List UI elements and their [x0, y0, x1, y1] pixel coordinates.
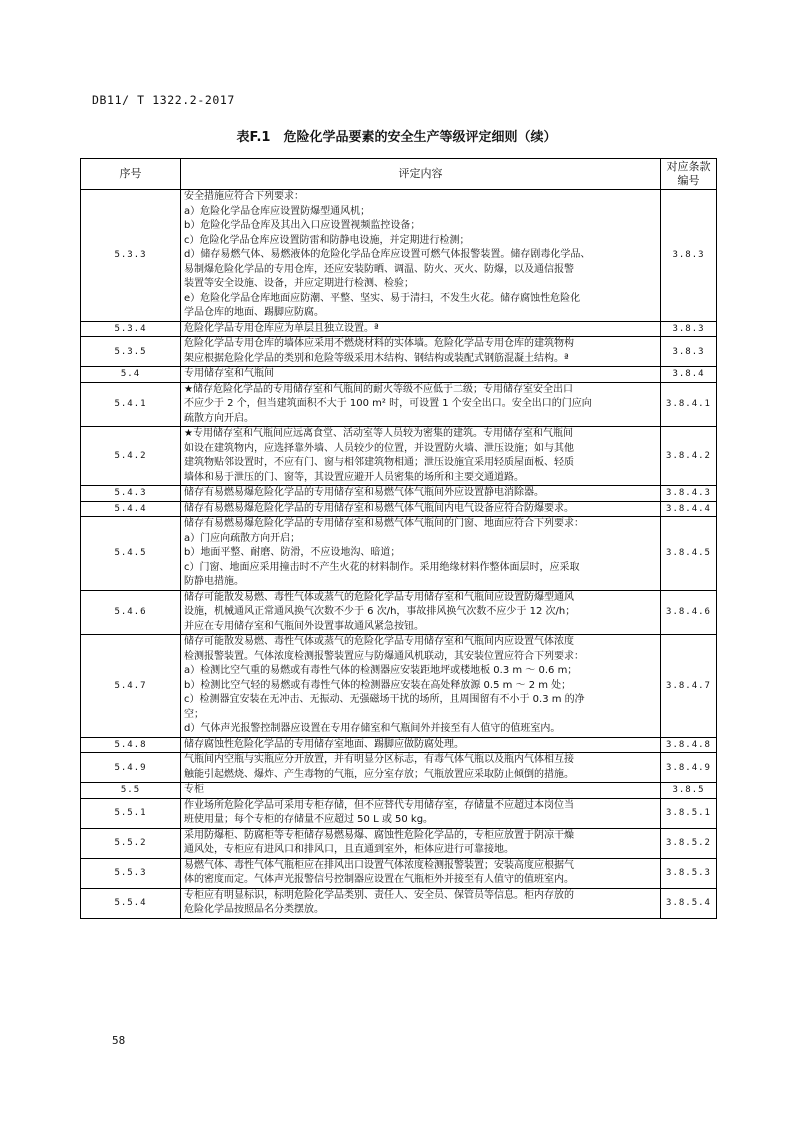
- content-line: 危险化学品专用仓库的墙体应采用不燃烧材料的实体墙。危险化学品专用仓库的建筑物构: [184, 338, 574, 349]
- row-content: [181, 888, 661, 918]
- content-line: c）检测器宜安装在无冲击、无振动、无强磁场干扰的场所，且周围留有不小于 0.3 m 的净: [184, 694, 585, 705]
- row-number: 5.5.3: [81, 858, 181, 888]
- evaluation-table: [80, 158, 717, 919]
- row-content: [181, 337, 661, 367]
- table-row: [81, 635, 717, 738]
- content-line: b）危险化学品仓库及其出入口应设置视频监控设备；: [184, 220, 421, 231]
- row-content: [181, 858, 661, 888]
- table-row: [81, 427, 717, 486]
- row-content: [181, 427, 661, 486]
- row-content: [181, 501, 661, 517]
- row-content: [181, 190, 661, 322]
- table-row: [81, 382, 717, 427]
- row-number: 5.4.4: [81, 501, 181, 517]
- row-content: [181, 783, 661, 799]
- row-number: 5.5.2: [81, 828, 181, 858]
- row-reference: 3.8.5.2: [661, 828, 717, 858]
- row-reference: 3.8.3: [661, 321, 717, 337]
- row-content: [181, 828, 661, 858]
- table-row: [81, 590, 717, 635]
- content-line: 易燃气体、毒性气体气瓶柜应在排风出口设置气体浓度检测报警装置；安装高度应根据气: [184, 859, 574, 871]
- table-row: [81, 517, 717, 591]
- column-header-content: 评定内容: [181, 159, 661, 190]
- row-content: [181, 382, 661, 427]
- row-content: [181, 635, 661, 738]
- content-line: 储存有易燃易爆危险化学品的专用储存室和易燃气体气瓶间内电气设备应符合防爆要求。: [184, 502, 574, 514]
- row-content: [181, 753, 661, 783]
- content-line: a）门应向疏散方向开启；: [184, 532, 301, 544]
- content-line: b）地面平整、耐磨、防滑，不应设地沟、暗道；: [184, 547, 401, 558]
- content-line: 储存可能散发易燃、毒性气体或蒸气的危险化学品专用储存室和气瓶间应设置防爆型通风: [184, 591, 574, 603]
- table-row: [81, 486, 717, 502]
- table-row: [81, 737, 717, 753]
- table-row: [81, 321, 717, 337]
- table-row: [81, 888, 717, 918]
- row-number: 5.5.4: [81, 888, 181, 918]
- content-line: 危险化学品按照品名分类摆放。: [184, 904, 324, 915]
- row-number: 5.4: [81, 367, 181, 383]
- table-row: [81, 828, 717, 858]
- row-reference: 3.8.5: [661, 783, 717, 799]
- row-number: 5.4.5: [81, 517, 181, 591]
- content-line: 班使用量；每个专柜的存储量不应超过 50 L 或 50 kg。: [184, 814, 434, 825]
- row-reference: 3.8.4.1: [661, 382, 717, 427]
- content-line: 气瓶间内空瓶与实瓶应分开放置，并有明显分区标志，有毒气体气瓶以及瓶内气体相互接: [184, 754, 574, 765]
- row-reference: 3.8.5.4: [661, 888, 717, 918]
- content-line: 专柜: [184, 784, 204, 795]
- table-row: [81, 858, 717, 888]
- content-line: 墙体和易于泄压的门、窗等，其设置应避开人员密集的场所和主要交通道路。: [184, 471, 524, 483]
- row-number: 5.4.1: [81, 382, 181, 427]
- table-row: [81, 190, 717, 322]
- row-number: 5.3.4: [81, 321, 181, 337]
- content-line: 架应根据危险化学品的类别和危险等级采用木结构、钢结构或装配式钢筋混凝土结构。ª: [184, 352, 569, 364]
- content-line: 检测报警装置。气体浓度检测报警装置应与防爆通风机联动，其安装位置应符合下列要求：: [184, 650, 584, 662]
- content-line: 专用储存室和气瓶间: [184, 368, 274, 379]
- row-reference: 3.8.5.1: [661, 798, 717, 828]
- content-line: d）储存易燃气体、易燃液体的危险化学品仓库应设置可燃气体报警装置。储存剧毒化学品、: [184, 249, 591, 260]
- content-line: 触能引起燃烧、爆炸、产生毒物的气瓶，应分室存放；气瓶放置应采取防止倾倒的措施。: [184, 768, 574, 780]
- content-line: 并应在专用储存室和气瓶间外设置事故通风紧急按钮。: [184, 620, 424, 632]
- table-row: [81, 337, 717, 367]
- row-content: [181, 798, 661, 828]
- content-line: 易制爆危险化学品的专用仓库，还应安装防晒、调温、防火、灭火、防爆，以及通信报警: [184, 263, 574, 275]
- content-line: 装置等安全设施、设备，并应定期进行检测、检验；: [184, 278, 414, 289]
- row-reference: 3.8.4: [661, 367, 717, 383]
- content-line: ★专用储存室和气瓶间应远离食堂、活动室等人员较为密集的建筑。专用储存室和气瓶间: [184, 428, 573, 439]
- row-number: 5.4.8: [81, 737, 181, 753]
- content-line: 通风处，专柜应有进风口和排风口，且直通到室外，柜体应进行可靠接地。: [184, 844, 514, 855]
- row-content: [181, 367, 661, 383]
- row-number: 5.4.6: [81, 590, 181, 635]
- row-reference: 3.8.4.4: [661, 501, 717, 517]
- content-line: 建筑物贴邻设置时，不应有门、窗与相邻建筑物相通；泄压设施宜采用轻质屋面板、轻质: [184, 457, 574, 468]
- row-content: [181, 590, 661, 635]
- row-reference: 3.8.3: [661, 337, 717, 367]
- row-reference: 3.8.4.9: [661, 753, 717, 783]
- content-line: c）门窗、地面应采用撞击时不产生火花的材料制作。采用绝缘材料作整体面层时，应采取: [184, 561, 580, 573]
- content-line: 采用防爆柜、防腐柜等专柜储存易燃易爆、腐蚀性危险化学品的，专柜应放置于阴凉干燥: [184, 829, 574, 841]
- row-number: 5.4.3: [81, 486, 181, 502]
- page-number: 58: [112, 1034, 126, 1047]
- row-content: [181, 486, 661, 502]
- content-line: 疏散方向开启。: [184, 412, 254, 424]
- content-line: 学品仓库的地面、踢脚应防腐。: [184, 307, 324, 318]
- row-reference: 3.8.4.6: [661, 590, 717, 635]
- row-number: 5.4.9: [81, 753, 181, 783]
- content-line: 安全措施应符合下列要求：: [184, 191, 304, 202]
- content-line: e）危险化学品仓库地面应防潮、平整、坚实、易于清扫，不发生火花。储存腐蚀性危险化: [184, 292, 581, 304]
- row-reference: 3.8.4.7: [661, 635, 717, 738]
- row-reference: 3.8.4.5: [661, 517, 717, 591]
- content-line: 储存腐蚀性危险化学品的专用储存室地面、踢脚应做防腐处理。: [184, 738, 464, 750]
- row-number: 5.3.3: [81, 190, 181, 322]
- column-header-ref: [661, 159, 717, 190]
- row-content: [181, 737, 661, 753]
- content-line: 体的密度而定。气体声光报警信号控制器应设置在气瓶柜外并接至有人值守的值班室内。: [184, 874, 574, 885]
- table-row: [81, 367, 717, 383]
- content-line: 不应少于 2 个，但当建筑面积不大于 100 m² 时，可设置 1 个安全出口。安全出口的门应向: [184, 398, 592, 409]
- content-line: c）危险化学品仓库应设置防雷和防静电设施，并定期进行检测；: [184, 234, 470, 246]
- content-line: d）气体声光报警控制器应设置在专用存储室和气瓶间外并接至有人值守的值班室内。: [184, 723, 561, 734]
- content-line: 设施，机械通风正常通风换气次数不少于 6 次/h，事故排风换气次数不应少于 12 次/h；: [184, 606, 576, 617]
- column-header-ref-line2: 编号: [677, 174, 700, 187]
- content-line: 如设在建筑物内，应选择靠外墙、人员较少的位置，并设置防火墙、泄压设施；如与其他: [184, 442, 574, 454]
- row-reference: 3.8.4.2: [661, 427, 717, 486]
- content-line: ★储存危险化学品的专用储存室和气瓶间的耐火等级不应低于二级；专用储存室安全出口: [184, 383, 573, 395]
- column-header-num: 序号: [81, 159, 181, 190]
- content-line: a）危险化学品仓库应设置防爆型通风机；: [184, 205, 371, 217]
- content-line: 储存有易燃易爆危险化学品的专用储存室和易燃气体气瓶间的门窗、地面应符合下列要求：: [184, 518, 584, 529]
- document-code: DB11/ T 1322.2-2017: [92, 93, 235, 107]
- table-title: 表F.1 危险化学品要素的安全生产等级评定细则（续）: [236, 130, 557, 145]
- content-line: 作业场所危险化学品可采用专柜存储，但不应替代专用储存室，存储量不应超过本岗位当: [184, 799, 574, 811]
- table-row: [81, 753, 717, 783]
- row-content: [181, 321, 661, 337]
- row-number: 5.4.2: [81, 427, 181, 486]
- table-row: [81, 783, 717, 799]
- table-body: [81, 190, 717, 919]
- column-header-ref-line1: 对应条款: [666, 160, 711, 173]
- row-content: [181, 517, 661, 591]
- content-line: 防静电措施。: [184, 576, 244, 587]
- content-line: 空；: [184, 708, 204, 720]
- row-number: 5.5.1: [81, 798, 181, 828]
- content-line: 储存有易燃易爆危险化学品的专用储存室和易燃气体气瓶间外应设置静电消除器。: [184, 487, 544, 498]
- content-line: 储存可能散发易燃、毒性气体或蒸气的危险化学品专用储存室和气瓶间内应设置气体浓度: [184, 636, 574, 647]
- row-reference: 3.8.4.8: [661, 737, 717, 753]
- table-row: [81, 501, 717, 517]
- row-reference: 3.8.4.3: [661, 486, 717, 502]
- content-line: 专柜应有明显标识，标明危险化学品类别、责任人、安全员、保管员等信息。柜内存放的: [184, 889, 574, 901]
- row-reference: 3.8.5.3: [661, 858, 717, 888]
- content-line: a）检测比空气重的易燃或有毒性气体的检测器应安装距地坪或楼地板 0.3 m ～ 0.6 m；: [184, 665, 578, 676]
- table-header-row: [81, 159, 717, 190]
- row-number: 5.4.7: [81, 635, 181, 738]
- row-number: 5.3.5: [81, 337, 181, 367]
- row-number: 5.5: [81, 783, 181, 799]
- content-line: b）检测比空气轻的易燃或有毒性气体的检测器应安装在高处释放源 0.5 m ～ 2 m 处；: [184, 679, 572, 691]
- content-line: 危险化学品专用仓库应为单层且独立设置。ª: [184, 322, 379, 334]
- table-row: [81, 798, 717, 828]
- row-reference: 3.8.3: [661, 190, 717, 322]
